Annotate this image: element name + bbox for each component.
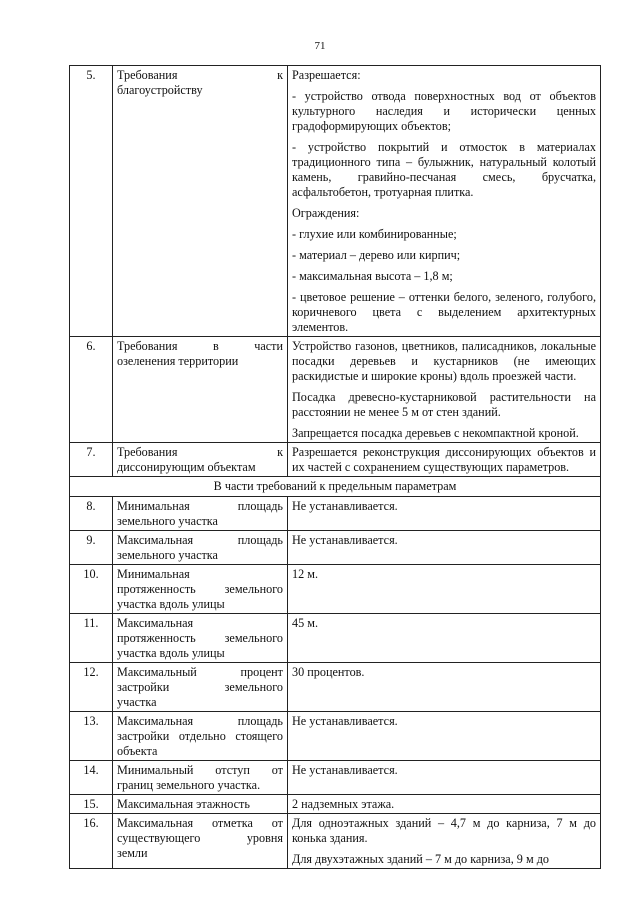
row-label-line: протяженность земельного	[117, 631, 283, 645]
row-label	[113, 443, 288, 477]
row-label-line: существующего уровня	[117, 831, 283, 845]
row-value	[288, 443, 601, 477]
row-label-line: земельного участка	[117, 514, 218, 528]
table-row	[70, 814, 601, 869]
row-label-line: застройки земельного	[117, 680, 283, 694]
table-row	[70, 565, 601, 614]
row-number: 16.	[70, 814, 113, 869]
row-number: 7.	[70, 443, 113, 477]
row-label-line: объекта	[117, 744, 158, 758]
table-row	[70, 497, 601, 531]
row-label-line: застройки отдельно стоящего	[117, 729, 283, 743]
row-value	[288, 663, 601, 712]
row-number: 9.	[70, 531, 113, 565]
row-number: 5.	[70, 66, 113, 337]
row-label-line: Максимальная этажность	[117, 797, 250, 811]
row-label	[113, 337, 288, 443]
row-value-paragraph: Для двухэтажных зданий – 7 м до карниза, 9 м до	[292, 852, 549, 866]
table-row	[70, 795, 601, 814]
table-section	[70, 477, 601, 497]
row-label-line: Минимальный отступ от	[117, 763, 283, 777]
row-label-line: земли	[117, 846, 148, 860]
row-label-line: благоустройству	[117, 83, 203, 97]
requirements-table	[69, 65, 601, 869]
row-value-paragraph: 12 м.	[292, 567, 318, 581]
row-value-paragraph: - глухие или комбинированные;	[292, 227, 457, 241]
row-value-paragraph: Для одноэтажных зданий – 4,7 м до карниза, 7 м до конька здания.	[292, 816, 596, 845]
table-row	[70, 66, 601, 337]
table-row	[70, 712, 601, 761]
row-label-line: Требования в части	[117, 339, 283, 353]
row-number: 11.	[70, 614, 113, 663]
row-label-line: участка	[117, 695, 157, 709]
row-value	[288, 497, 601, 531]
table-row	[70, 761, 601, 795]
row-number: 6.	[70, 337, 113, 443]
row-number: 12.	[70, 663, 113, 712]
row-label-line: Максимальная	[117, 616, 194, 630]
row-value-paragraph: Ограждения:	[292, 206, 360, 220]
row-value-paragraph: 30 процентов.	[292, 665, 365, 679]
row-value-paragraph: Разрешается:	[292, 68, 361, 82]
row-value-paragraph: - устройство отвода поверхностных вод от объектов культурного наследия и исторически ценных градоформирующих объектов;	[292, 89, 596, 133]
row-value-paragraph: Посадка древесно-кустарниковой растительности на расстоянии не менее 5 м от стен зданий.	[292, 390, 596, 419]
row-value-paragraph: Не устанавливается.	[292, 714, 398, 728]
row-value	[288, 337, 601, 443]
row-label-line: Максимальная отметка от	[117, 816, 283, 830]
row-label-line: участка вдоль улицы	[117, 597, 225, 611]
page-number: 71	[314, 40, 326, 52]
row-value-paragraph: - материал – дерево или кирпич;	[292, 248, 461, 262]
row-value-paragraph: 2 надземных этажа.	[292, 797, 395, 811]
row-label-line: границ земельного участка.	[117, 778, 261, 792]
row-value	[288, 712, 601, 761]
row-value-paragraph: Не устанавливается.	[292, 499, 398, 513]
table-body-bottom	[70, 497, 601, 869]
row-number: 14.	[70, 761, 113, 795]
row-value	[288, 614, 601, 663]
row-value	[288, 761, 601, 795]
row-label-line: Максимальная площадь	[117, 714, 283, 728]
row-label-line: Максимальная площадь	[117, 533, 283, 547]
row-label	[113, 663, 288, 712]
row-label	[113, 712, 288, 761]
row-label-line: озеленения территории	[117, 354, 239, 368]
table-row	[70, 443, 601, 477]
row-value	[288, 531, 601, 565]
row-label-line: Минимальная площадь	[117, 499, 283, 513]
row-label-line: земельного участка	[117, 548, 218, 562]
row-number: 8.	[70, 497, 113, 531]
row-value-paragraph: Разрешается реконструкция диссонирующих объектов и их частей с сохранением существующих параметров.	[292, 445, 596, 474]
table-row	[70, 663, 601, 712]
row-value-paragraph: 45 м.	[292, 616, 318, 630]
row-label	[113, 66, 288, 337]
row-label-line: Требования к	[117, 445, 283, 459]
row-label-line: Минимальная	[117, 567, 190, 581]
row-value-paragraph: - цветовое решение – оттенки белого, зеленого, голубого, коричневого цвета с выделением архитектурных элементов.	[292, 290, 596, 334]
row-value	[288, 66, 601, 337]
row-value-paragraph: - устройство покрытий и отмосток в материалах традиционного типа – булыжник, натуральный колотый камень, гравийно-песчаная смесь, брусчатка, асфальтобетон, тротуарная плитка.	[292, 140, 596, 199]
row-value-paragraph: Не устанавливается.	[292, 763, 398, 777]
row-label-line: Максимальный процент	[117, 665, 283, 679]
row-value	[288, 814, 601, 869]
row-number: 10.	[70, 565, 113, 614]
row-number: 15.	[70, 795, 113, 814]
table-row	[70, 614, 601, 663]
row-label	[113, 614, 288, 663]
table-row	[70, 531, 601, 565]
section-header-row	[70, 477, 601, 497]
table-body-top	[70, 66, 601, 477]
row-label-line: Требования к	[117, 68, 283, 82]
row-value-paragraph: - максимальная высота – 1,8 м;	[292, 269, 453, 283]
table-row	[70, 337, 601, 443]
row-label-line: диссонирующим объектам	[117, 460, 256, 474]
row-label-line: участка вдоль улицы	[117, 646, 225, 660]
row-value	[288, 565, 601, 614]
row-label	[113, 531, 288, 565]
row-label	[113, 565, 288, 614]
row-label	[113, 795, 288, 814]
row-value-paragraph: Не устанавливается.	[292, 533, 398, 547]
row-number: 13.	[70, 712, 113, 761]
row-label	[113, 814, 288, 869]
section-header: В части требований к предельным параметрам	[70, 477, 601, 497]
row-label	[113, 497, 288, 531]
row-value-paragraph: Запрещается посадка деревьев с некомпактной кроной.	[292, 426, 579, 440]
row-value	[288, 795, 601, 814]
row-value-paragraph: Устройство газонов, цветников, палисадников, локальные посадки деревьев и кустарников (не имеющих раскидистые и широкие кроны) вдоль проезжей части.	[292, 339, 596, 383]
row-label-line: протяженность земельного	[117, 582, 283, 596]
row-label	[113, 761, 288, 795]
